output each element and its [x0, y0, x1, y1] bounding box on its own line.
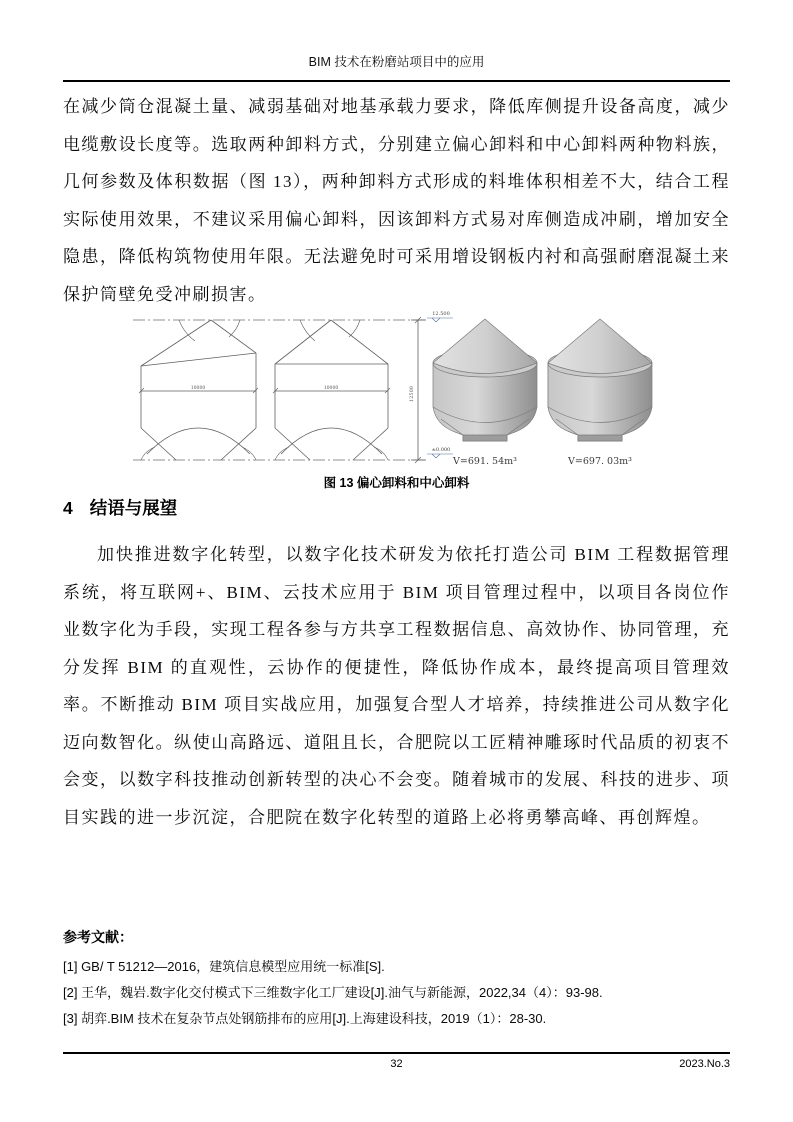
figure-13 [133, 306, 673, 472]
dim-height-label: 12500 [409, 386, 415, 402]
footer-rule [63, 1052, 730, 1054]
reference-item-3: [3] 胡弈.BIM 技术在复杂节点处钢筋排布的应用[J].上海建设科技，2019（1）：28-30. [63, 1011, 547, 1026]
paragraph-2: 加快推进数字化转型，以数字化技术研发为依托打造公司 BIM 工程数据管理系统，将互联网+、BIM、云技术应用于 BIM 项目管理过程中，以项目各岗位作业数字化为手段，实现工程各参与方共享工程数据信息、高效协作、协同管理，充分发挥 BIM 的直观性，云协作的便捷性，降低协作成本，最终提高项目管理效率。不断推动 BIM 项目实战应用，加强复合型人才培养，持续推进公司从数字化迈向数智化。纵使山高路远、道阻且长，合肥院以工匠精神雕琢时代品质的初衷不会变，以数字科技推动创新转型的决心不会变。随着城市的发展、科技的进步、项目实践的进一步沉淀，合肥院在数字化转型的道路上必将勇攀高峰、再创辉煌。 [63, 545, 730, 827]
elevation-bottom-label: ±0.000 [431, 447, 451, 453]
page-number: 32 [390, 1058, 403, 1070]
volume-label-center: V=697. 03m³ [568, 456, 632, 467]
dim-width-label-center: 10000 [323, 386, 339, 391]
section-title: 结语与展望 [89, 498, 178, 518]
figure-13-image [133, 306, 673, 472]
section-number: 4 [63, 498, 73, 518]
running-header-title: BIM 技术在粉磨站项目中的应用 [308, 55, 485, 69]
header-rule [63, 80, 730, 82]
reference-item-1: [1] GB/ T 51212—2016，建筑信息模型应用统一标准[S]. [63, 959, 385, 974]
elevation-top-label: 12.500 [432, 311, 450, 317]
elevation-marker-bottom [427, 454, 453, 458]
silo-3d-eccentric [433, 319, 537, 441]
figure-caption: 图 13 偏心卸料和中心卸料 [323, 476, 470, 490]
dim-width-label-eccentric: 10000 [190, 386, 206, 391]
section-heading [63, 495, 177, 520]
reference-item-2: [2] 王华，魏岩.数字化交付模式下三维数字化工厂建设[J].油气与新能源，2022,34（4）：93-98. [63, 985, 603, 1000]
references-title: 参考文献： [63, 929, 133, 945]
paragraph-1: 在减少筒仓混凝土量、减弱基础对地基承载力要求，降低库侧提升设备高度，减少电缆敷设长度等。选取两种卸料方式，分别建立偏心卸料和中心卸料两种物料族，几何参数及体积数据（图 13），两种卸料方式形成的料堆体积相差不大，结合工程实际使用效果，不建议采用偏心卸料，因该卸料方式易对库侧造成冲刷，增加安全隐患，降低构筑物使用年限。无法避免时可采用增设钢板内衬和高强耐磨混凝土来保护筒壁免受冲刷损害。 [63, 97, 730, 304]
issue-label: 2023.No.3 [679, 1058, 730, 1070]
elevation-marker-top [427, 318, 453, 322]
datum-lines [133, 320, 425, 460]
volume-label-eccentric: V=691. 54m³ [453, 456, 517, 467]
references-section [63, 927, 730, 1032]
silo-3d-center [548, 319, 652, 441]
